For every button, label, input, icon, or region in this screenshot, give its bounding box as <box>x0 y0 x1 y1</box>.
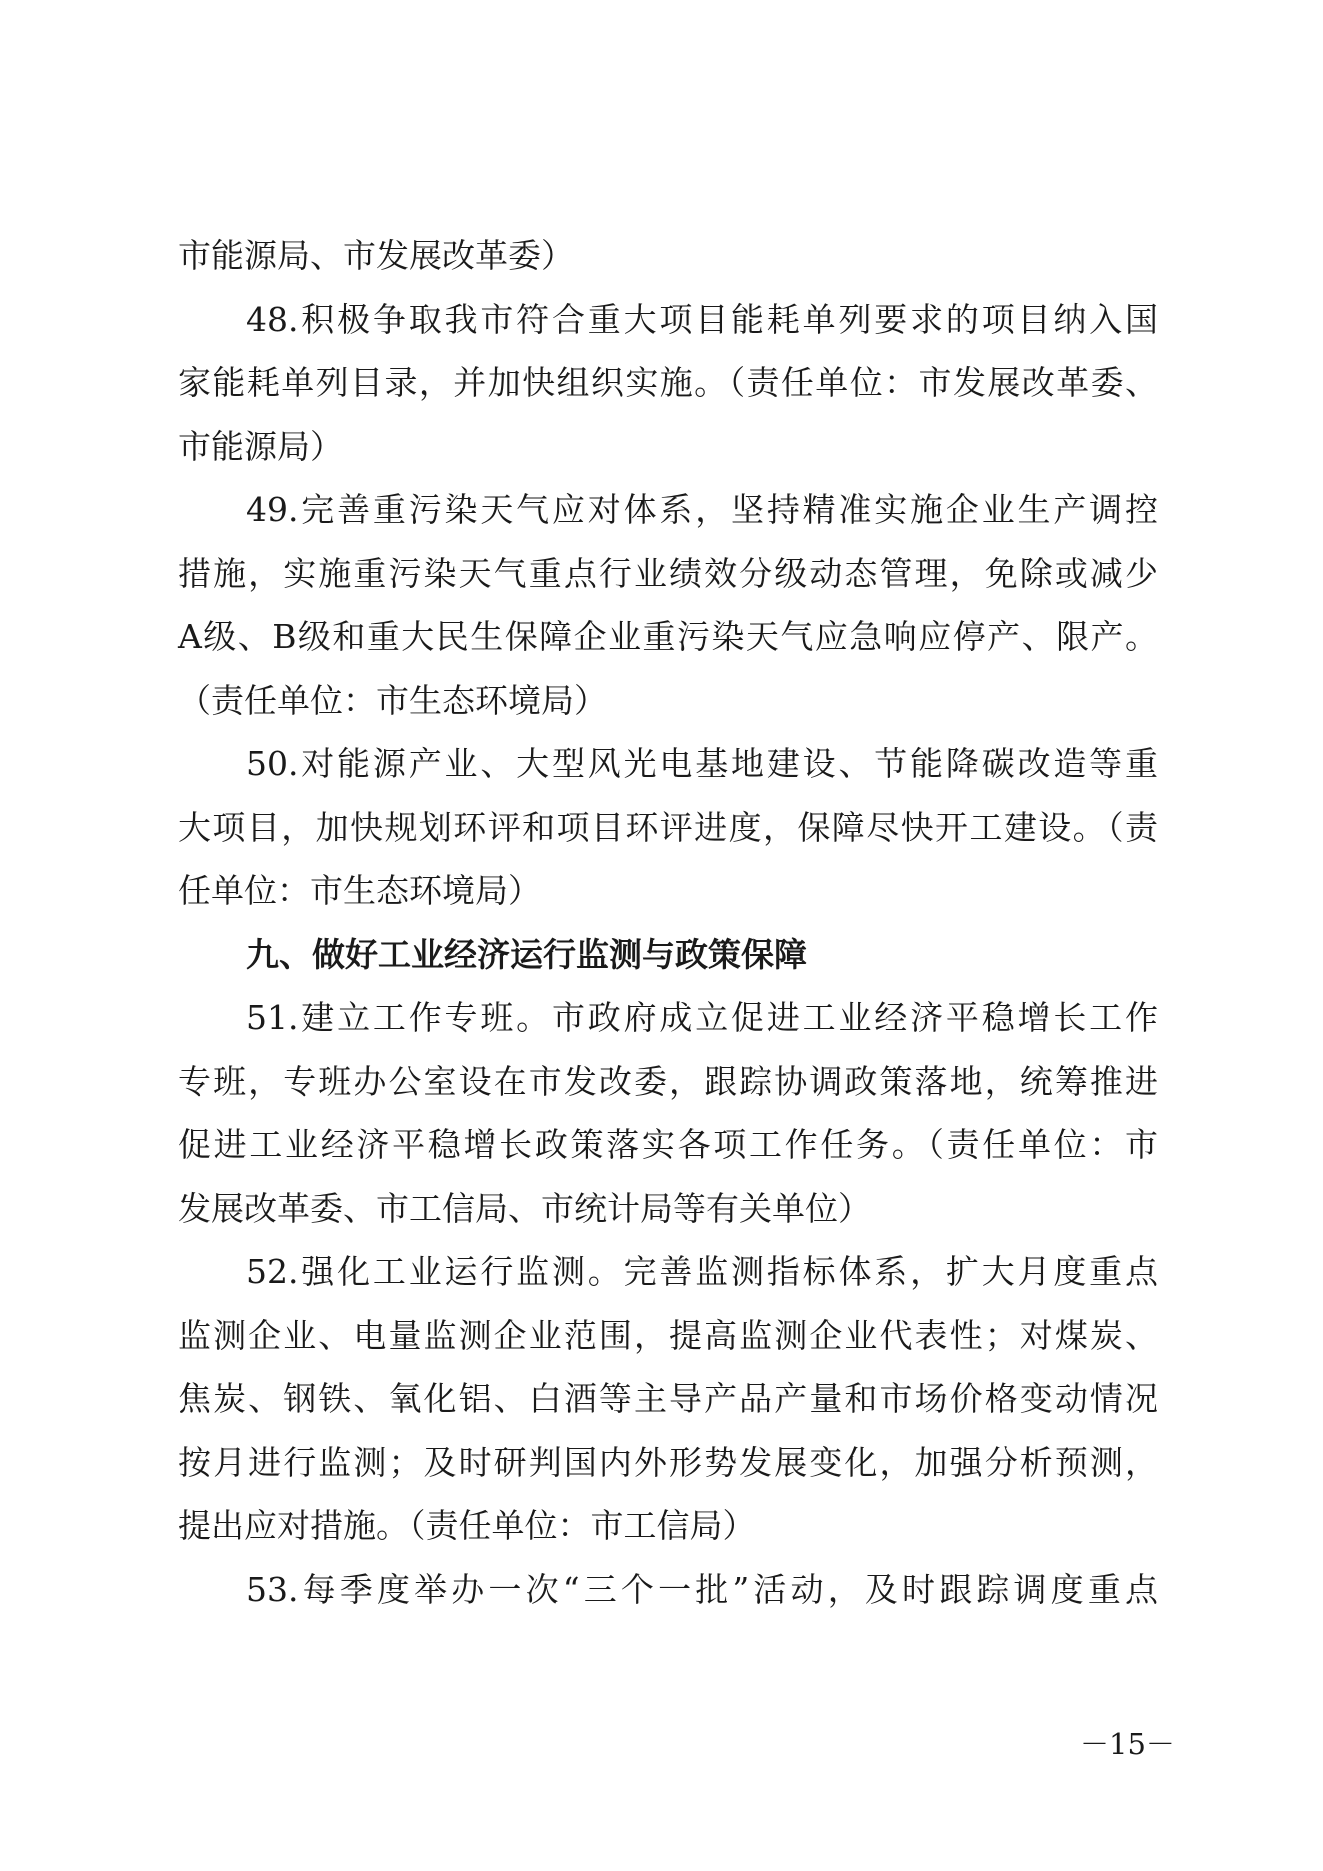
text-line: 市能源局） <box>178 427 343 466</box>
text-line: 49.完善重污染天气应对体系，坚持精准实施企业生产调控 <box>246 490 1158 529</box>
text-line: 50.对能源产业、大型风光电基地建设、节能降碳改造等重 <box>246 744 1158 783</box>
text-line: 促进工业经济平稳增长政策落实各项工作任务。（责任单位：市 <box>178 1125 1158 1164</box>
section-heading: 九、做好工业经济运行监测与政策保障 <box>246 935 807 974</box>
text-line: 大项目，加快规划环评和项目环评进度，保障尽快开工建设。（责 <box>178 808 1158 847</box>
page-number: －15－ <box>1080 1727 1175 1761</box>
text-line: 48.积极争取我市符合重大项目能耗单列要求的项目纳入国 <box>246 300 1158 339</box>
text-line: 任单位：市生态环境局） <box>178 871 541 910</box>
text-line: 按月进行监测；及时研判国内外形势发展变化，加强分析预测， <box>178 1443 1158 1482</box>
text-line: 监测企业、电量监测企业范围，提高监测企业代表性；对煤炭、 <box>178 1316 1158 1355</box>
text-line: 措施，实施重污染天气重点行业绩效分级动态管理，免除或减少 <box>178 554 1158 593</box>
text-line: A级、B级和重大民生保障企业重污染天气应急响应停产、限产。 <box>178 617 1158 656</box>
text-line: 52.强化工业运行监测。完善监测指标体系，扩大月度重点 <box>246 1252 1158 1291</box>
text-line: 家能耗单列目录，并加快组织实施。（责任单位：市发展改革委、 <box>178 363 1158 402</box>
text-line: 提出应对措施。（责任单位：市工信局） <box>178 1506 756 1545</box>
text-line: 焦炭、钢铁、氧化铝、白酒等主导产品产量和市场价格变动情况 <box>178 1379 1158 1418</box>
text-line: （责任单位：市生态环境局） <box>178 681 607 720</box>
text-line: 51.建立工作专班。市政府成立促进工业经济平稳增长工作 <box>246 998 1158 1037</box>
text-line: 发展改革委、市工信局、市统计局等有关单位） <box>178 1189 871 1228</box>
text-line: 专班，专班办公室设在市发改委，跟踪协调政策落地，统筹推进 <box>178 1062 1158 1101</box>
text-line: 53.每季度举办一次“三个一批”活动，及时跟踪调度重点 <box>246 1570 1158 1609</box>
text-line: 市能源局、市发展改革委） <box>178 236 574 275</box>
